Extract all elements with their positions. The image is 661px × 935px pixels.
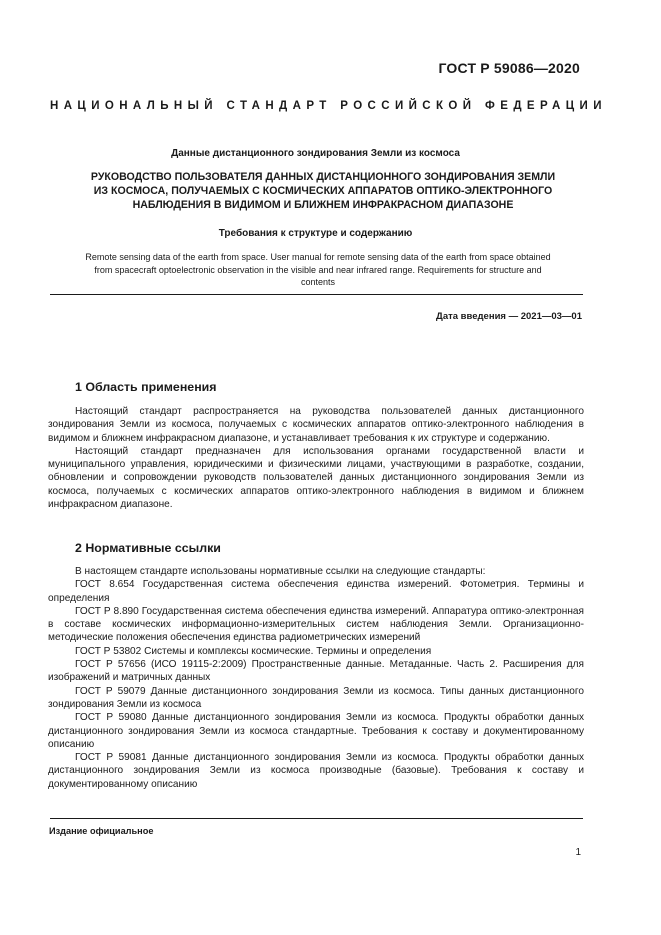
footer-divider: [50, 818, 583, 819]
document-main-title: [60, 170, 586, 212]
doc-number: ГОСТ Р 59086—2020: [438, 60, 580, 76]
english-title-line: contents: [300, 277, 336, 288]
official-edition-label: Издание официальное: [49, 826, 154, 836]
reference-item: ГОСТ Р 8.890 Государственная система обеспечения единства измерений. Аппаратура оптико-электронная в составе космических информационно-измерительных систем наблюдения Земли. Организационно-методические положения обеспечения единства радиометрических измерений: [48, 605, 584, 644]
reference-item: ГОСТ Р 59079 Данные дистанционного зондирования Земли из космоса. Типы данных дистанционного зондирования Земли из космоса: [48, 685, 584, 710]
section-1-body: [48, 405, 584, 511]
main-title-line: ИЗ КОСМОСА, ПОЛУЧАЕМЫХ С КОСМИЧЕСКИХ АППАРАТОВ ОПТИКО-ЭЛЕКТРОННОГО: [93, 185, 553, 197]
main-title-line: РУКОВОДСТВО ПОЛЬЗОВАТЕЛЯ ДАННЫХ ДИСТАНЦИОННОГО ЗОНДИРОВАНИЯ ЗЕМЛИ: [90, 171, 556, 183]
paragraph: Настоящий стандарт предназначен для использования органами государственной власти и муниципального управления, юридическими и физическими лицами, участвующими в разработке, создании, обновлении и сопровождении руководств пользователей данных дистанционного зондирования Земли из космоса, получаемых с космических аппаратов оптико-электронного наблюдения в видимом и ближнем инфракрасном диапазоне.: [48, 445, 584, 511]
reference-item: ГОСТ Р 59080 Данные дистанционного зондирования Земли из космоса. Продукты обработки данных дистанционного зондирования Земли из космоса стандартные. Требования к составу и документированному описанию: [48, 712, 584, 750]
section-2-heading: 2 Нормативные ссылки: [75, 541, 221, 555]
requirements-title: Требования к структуре и содержанию: [218, 228, 413, 239]
page-number: 1: [575, 847, 581, 858]
document-subtitle: Данные дистанционного зондирования Земли из космоса: [171, 148, 460, 159]
title-divider: [50, 294, 583, 295]
reference-item: ГОСТ Р 59081 Данные дистанционного зондирования Земли из космоса. Продукты обработки данных дистанционного зондирования Земли из космоса производные (базовые). Требования к составу и документированному описанию: [48, 752, 584, 790]
english-title: [55, 251, 581, 289]
reference-item: ГОСТ 8.654 Государственная система обеспечения единства измерений. Фотометрия. Термины и определения: [48, 579, 584, 604]
section-2-body: [48, 565, 584, 791]
introduction-date: Дата введения — 2021—03—01: [436, 311, 582, 322]
paragraph: Настоящий стандарт распространяется на руководства пользователей данных дистанционного зондирования Земли из космоса, получаемых с космических аппаратов оптико-электронного наблюдения в видимом и ближнем инфракрасном диапазоне, и устанавливает требования к их структуре и содержанию.: [48, 406, 584, 444]
national-standard-heading: НАЦИОНАЛЬНЫЙ СТАНДАРТ РОССИЙСКОЙ ФЕДЕРАЦИИ: [50, 100, 607, 112]
reference-item: ГОСТ Р 53802 Системы и комплексы космические. Термины и определения: [75, 645, 432, 657]
english-title-line: from spacecraft optoelectronic observation in the visible and near infrared range. Requirements for structure and: [94, 264, 542, 275]
main-title-line: НАБЛЮДЕНИЯ В ВИДИМОМ И БЛИЖНЕМ ИНФРАКРАСНОМ ДИАПАЗОНЕ: [132, 199, 514, 211]
reference-item: ГОСТ Р 57656 (ИСО 19115-2:2009) Пространственные данные. Метаданные. Часть 2. Расширения для изображений и матричных данных: [48, 659, 584, 684]
english-title-line: Remote sensing data of the earth from space. User manual for remote sensing data of the earth from space obtained: [85, 252, 551, 262]
paragraph: В настоящем стандарте использованы нормативные ссылки на следующие стандарты:: [75, 566, 486, 577]
section-1-heading: 1 Область применения: [75, 380, 217, 394]
